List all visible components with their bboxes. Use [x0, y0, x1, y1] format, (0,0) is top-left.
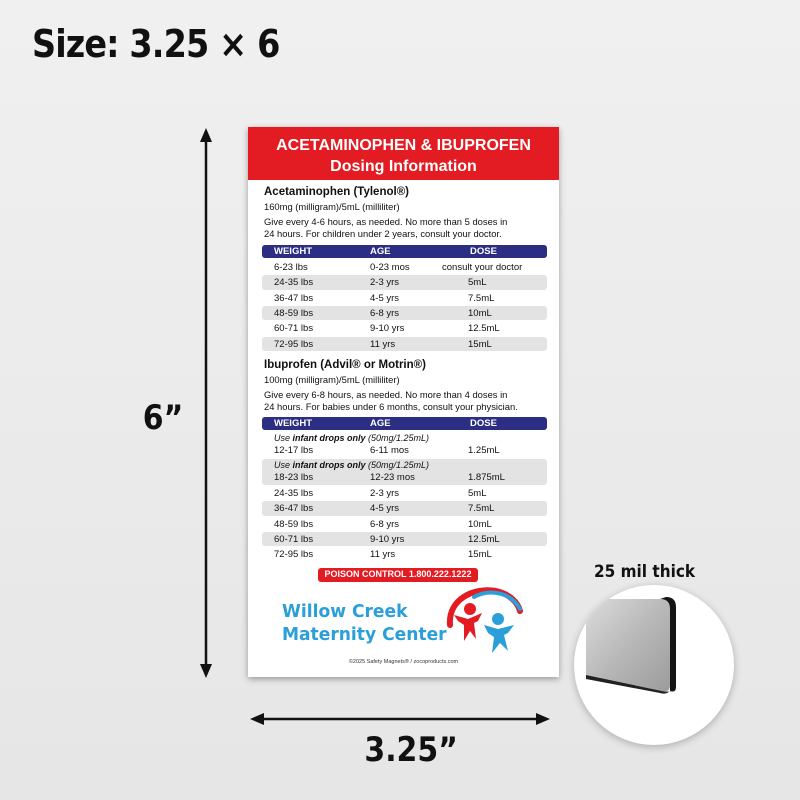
cell-dose: 12.5mL — [468, 533, 500, 545]
table-row — [262, 260, 547, 275]
table-row — [262, 486, 547, 501]
cell-weight: 72-95 lbs — [274, 338, 314, 350]
cell-age: 12-23 mos — [370, 472, 415, 483]
table-row — [262, 291, 547, 306]
cell-dose: 10mL — [468, 518, 492, 530]
acet-instructions-2: 24 hours. For children under 2 years, consult your doctor. — [264, 228, 502, 239]
cell-age: 6-8 yrs — [370, 307, 400, 319]
table-row — [262, 517, 547, 532]
acet-table-header — [262, 245, 547, 258]
thickness-label: 25 mil thick — [594, 562, 696, 582]
cell-weight: 24-35 lbs — [274, 277, 314, 289]
cell-weight: 48-59 lbs — [274, 307, 314, 319]
cell-age: 4-5 yrs — [370, 292, 400, 304]
table-row — [262, 459, 547, 485]
cell-dose: 15mL — [468, 338, 492, 350]
table-row — [262, 501, 547, 516]
cell-age: 11 yrs — [370, 549, 396, 561]
card-header — [248, 127, 559, 180]
ibu-instructions-2: 24 hours. For babies under 6 months, consult your physician. — [264, 401, 518, 412]
cell-weight: 24-35 lbs — [274, 488, 314, 499]
table-row — [262, 532, 547, 547]
col-age: AGE — [370, 246, 391, 257]
cell-dose: consult your doctor — [442, 262, 523, 273]
poison-control-badge: POISON CONTROL 1.800.222.1222 — [318, 568, 478, 582]
ibu-title: Ibuprofen (Advil® or Motrin®) — [264, 359, 426, 371]
table-row — [262, 432, 547, 458]
cell-dose: 5mL — [468, 277, 487, 289]
ibu-table-header — [262, 417, 547, 430]
height-dimension-arrow — [198, 128, 214, 678]
header-title: ACETAMINOPHEN & IBUPROFEN — [276, 137, 531, 154]
header-subtitle: Dosing Information — [330, 158, 477, 175]
cell-age: 4-5 yrs — [370, 503, 400, 515]
copyright-text: ©2025 Safety Magnets® / zocoproducts.com — [348, 659, 459, 665]
cell-weight: 12-17 lbs — [274, 445, 314, 456]
col-age: AGE — [370, 418, 391, 429]
acet-concentration: 160mg (milligram)/5mL (milliliter) — [264, 201, 400, 212]
ibu-concentration: 100mg (milligram)/5mL (milliliter) — [264, 374, 400, 385]
cell-age: 9-10 yrs — [370, 323, 405, 335]
cell-dose: 7.5mL — [468, 503, 495, 515]
acet-title: Acetaminophen (Tylenol®) — [264, 186, 409, 198]
magnet-edge-illustration — [574, 585, 734, 745]
logo-line-1: Willow Creek — [282, 601, 408, 622]
cell-weight: 72-95 lbs — [274, 549, 314, 561]
col-weight: WEIGHT — [274, 246, 312, 257]
magnet-thickness-closeup — [574, 585, 734, 745]
cell-age: 11 yrs — [370, 338, 396, 350]
cell-weight: 36-47 lbs — [274, 503, 314, 515]
cell-dose: 7.5mL — [468, 292, 495, 304]
cell-dose: 5mL — [468, 488, 487, 499]
cell-age: 0-23 mos — [370, 262, 410, 273]
col-dose: DOSE — [470, 418, 497, 429]
dosing-card — [248, 127, 559, 677]
ibu-instructions-1: Give every 6-8 hours, as needed. No more than 4 doses in — [264, 389, 508, 400]
cell-weight: 36-47 lbs — [274, 292, 314, 304]
table-row — [262, 337, 547, 352]
cell-age: 6-8 yrs — [370, 518, 400, 530]
cell-weight: 48-59 lbs — [274, 518, 314, 530]
children-logo-icon — [444, 585, 526, 659]
cell-age: 2-3 yrs — [370, 277, 400, 289]
acet-instructions-1: Give every 4-6 hours, as needed. No more than 5 doses in — [264, 216, 508, 227]
table-row — [262, 321, 547, 336]
size-title: Size: 3.25 × 6 — [32, 22, 280, 66]
infant-drops-note: Use infant drops only (50mg/1.25mL) — [274, 433, 430, 443]
cell-dose: 1.25mL — [468, 445, 500, 456]
logo-line-2: Maternity Center — [282, 624, 447, 645]
col-weight: WEIGHT — [274, 418, 312, 429]
height-label: 6” — [142, 398, 184, 438]
table-row — [262, 306, 547, 321]
cell-dose: 15mL — [468, 549, 492, 561]
cell-age: 6-11 mos — [370, 445, 409, 456]
cell-dose: 10mL — [468, 307, 492, 319]
table-row — [262, 275, 547, 290]
cell-age: 9-10 yrs — [370, 533, 405, 545]
col-dose: DOSE — [470, 246, 497, 257]
cell-weight: 6-23 lbs — [274, 262, 308, 273]
infant-drops-note: Use infant drops only (50mg/1.25mL) — [274, 460, 430, 470]
width-label: 3.25” — [364, 730, 458, 770]
cell-dose: 1.875mL — [468, 472, 505, 483]
cell-weight: 60-71 lbs — [274, 323, 314, 335]
cell-weight: 60-71 lbs — [274, 533, 314, 545]
cell-weight: 18-23 lbs — [274, 472, 314, 483]
cell-age: 2-3 yrs — [370, 488, 400, 499]
width-dimension-arrow — [250, 711, 550, 727]
table-row — [262, 547, 547, 562]
cell-dose: 12.5mL — [468, 323, 500, 335]
